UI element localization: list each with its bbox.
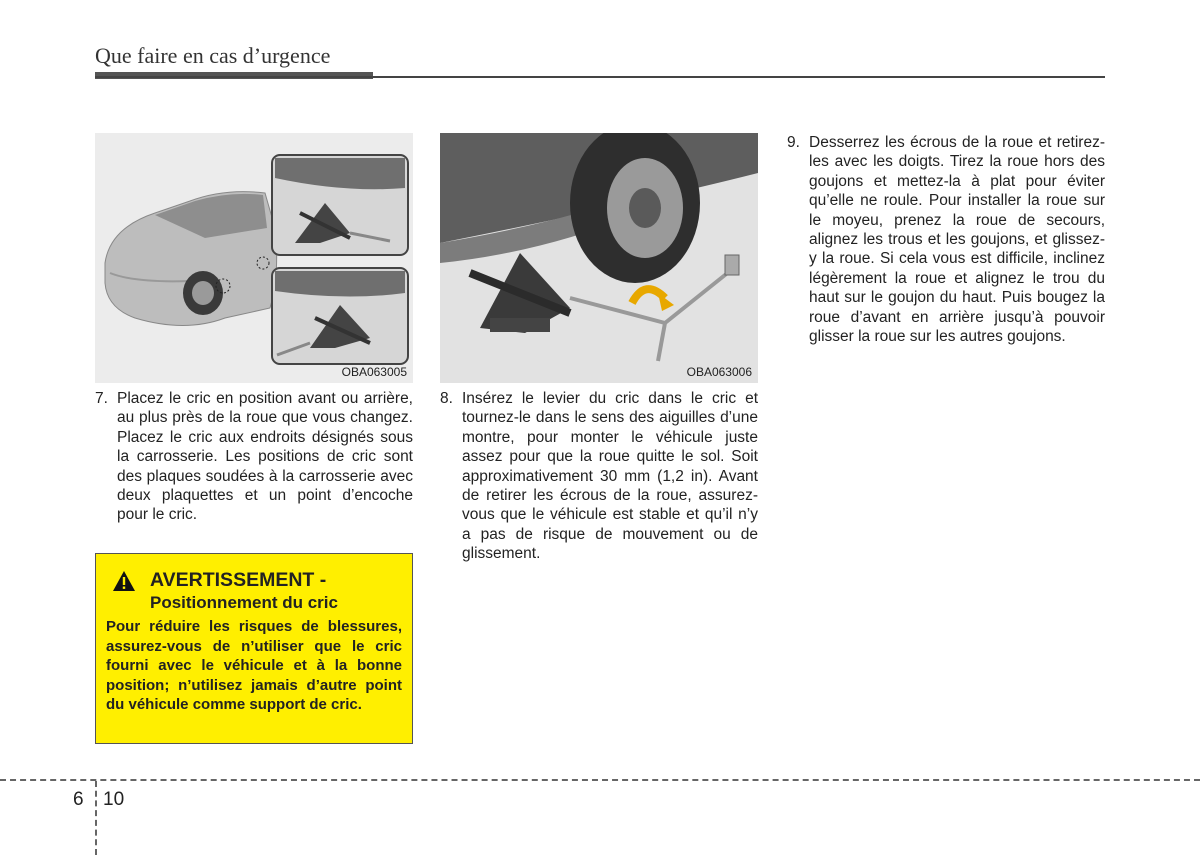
warning-header <box>106 568 402 613</box>
step-text: Insérez le levier du cric dans le cric et tournez-le dans le sens des aiguilles d’une montre, pour monter le véhicule juste assez pour que la roue quitte le sol. Soit approximativement 30 mm (1,2 in). Avant de retirer les écrous de la roue, assurez-vous que le véhicule est stable et qu’il n’y a pas de risque de mouvement ou de glissement. <box>462 390 758 563</box>
instruction-step-8 <box>440 389 758 564</box>
step-text: Desserrez les écrous de la roue et retirez-les avec les doigts. Tirez la roue hors des goujons et mettez-la à plat pour éviter qu’elle ne roule. Pour installer la roue sur le moyeu, prenez la roue de secours, alignez les trous et les goujons, et glissez-y la roue. Si cela vous est difficile, inclinez légèrement la roue et alignez le trou du haut sur le goujon du haut. Puis bougez la roue d’avant en arrière jusqu’à pouvoir glisser la roue sur les autres goujons. <box>809 134 1105 346</box>
warning-box <box>95 553 413 744</box>
header-rule <box>95 76 1105 78</box>
car-jack-illustration <box>95 133 413 383</box>
page-number: 10 <box>103 789 125 810</box>
warning-title: AVERTISSEMENT - <box>150 569 327 591</box>
page-header-title: Que faire en cas d’urgence <box>95 43 331 68</box>
jack-lever-illustration <box>440 133 758 383</box>
footer-rule <box>0 779 1200 781</box>
warning-triangle-icon <box>112 570 136 592</box>
figure-code: OBA063006 <box>686 365 752 379</box>
instruction-step-9 <box>787 133 1105 346</box>
step-number: 9. <box>787 134 800 151</box>
warning-text: Pour réduire les risques de blessures, assurez-vous de n’utiliser que le cric fourni avec le véhicule et à la bonne position; n’utilisez jamais d’autre point du véhicule comme support de cric. <box>106 618 402 714</box>
step-text: Placez le cric en position avant ou arrière, au plus près de la roue que vous changez. Placez le cric aux endroits désignés sous la carrosserie. Les positions de cric sont des plaques soudées à la carrosserie avec deux plaquettes et un point d’encoche pour le cric. <box>117 390 413 524</box>
step-number: 7. <box>95 390 108 407</box>
figure-jack-positions <box>95 133 413 383</box>
instruction-step-7 <box>95 389 413 525</box>
warning-subtitle: Positionnement du cric <box>150 593 338 612</box>
footer-divider <box>95 781 97 855</box>
figure-code: OBA063005 <box>341 365 407 379</box>
section-number: 6 <box>73 789 84 810</box>
figure-jack-lever <box>440 133 758 383</box>
step-number: 8. <box>440 390 453 407</box>
